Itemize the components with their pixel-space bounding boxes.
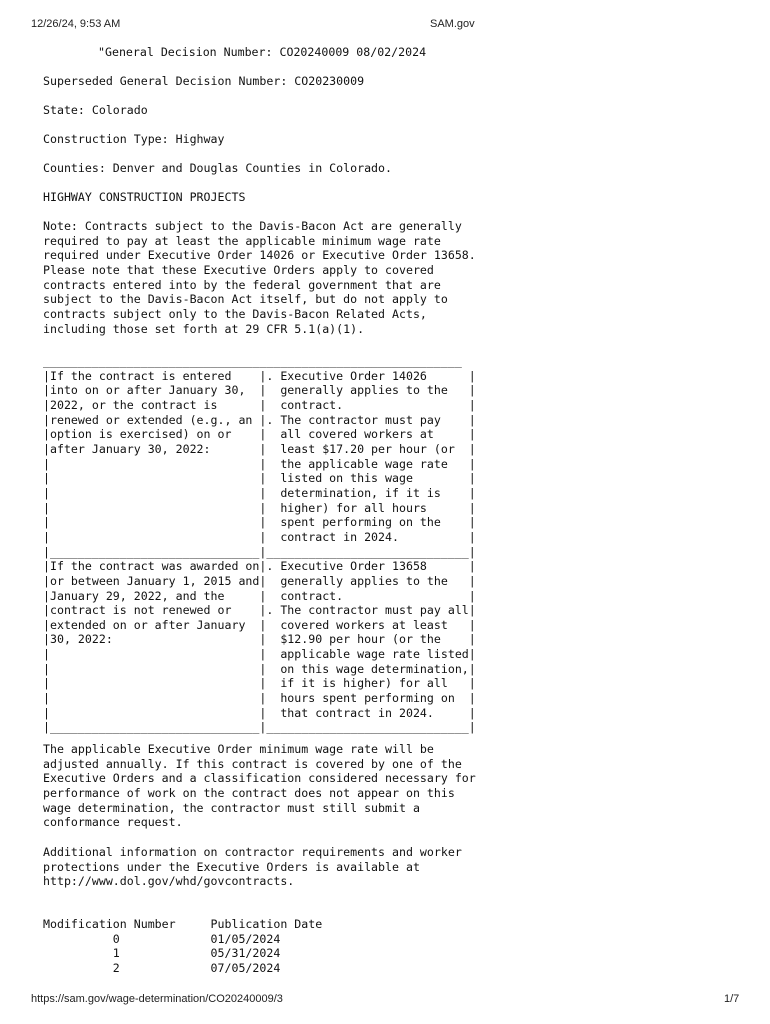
counties-line: Counties: Denver and Douglas Counties in Colorado. [43, 161, 393, 175]
print-url: https://sam.gov/wage-determination/CO20240009/3 [31, 993, 283, 1005]
executive-order-note: Note: Contracts subject to the Davis-Bacon Act are generally required to pay at least the applicable minimum wage rate required under Executive Order 14026 or Executive Order 13658. Please note that these Executive Orders apply to covered contracts entered into by the federal government that are subject to the Davis-Bacon Act itself, but do not apply to contracts subject only to the Davis-Bacon Related Acts, including those set forth at 29 CFR 5.1(a)(1). [43, 219, 476, 336]
project-type-heading: HIGHWAY CONSTRUCTION PROJECTS [43, 190, 246, 204]
executive-order-table [43, 354, 476, 735]
print-site-title: SAM.gov [430, 18, 475, 30]
construction-type-line: Construction Type: Highway [43, 132, 225, 146]
superseded-decision-number: Superseded General Decision Number: CO20230009 [43, 74, 365, 88]
additional-info-paragraph: Additional information on contractor requirements and worker protections under the Executive Orders is available at http://www.dol.gov/whd/govcontracts. [43, 845, 462, 889]
state-line: State: Colorado [43, 103, 148, 117]
executive-order-table-text: ____________________________________________________________ |If the contract is entered |. Executive Order 14026 | |into on or after January 30, | generally applies to the | |2022, or the contract is | contract. | |renewed or extended (e.g., an |. The contractor must pay | |option is exercised) on or | all covered workers at | |after January 30, 2022: | least $17.20 per hour (or | | | the applicable wage rate | | | listed on this wage | | | determination, if it is | | | higher) for all hours | | | spent performing on the | | | contract in 2024. | |______________________________|_____________________________| |If the contract was awarded on|. Executive Order 13658 | |or between January 1, 2015 and| generally applies to the | |January 29, 2022, and the | contract. | |contract is not renewed or |. The contractor must pay all| |extended on or after January | covered workers at least | |30, 2022: | $12.90 per hour (or the | | | applicable wage rate listed| | | on this wage determination,| | | if it is higher) for all | | | hours spent performing on | | | that contract in 2024. | |______________________________|_____________________________| [43, 354, 476, 735]
annual-adjustment-paragraph: The applicable Executive Order minimum wage rate will be adjusted annually. If this contract is covered by one of the Executive Orders and a classification considered necessary for performance of work on the contract does not appear on this wage determination, the contractor must still submit a conformance request. [43, 742, 476, 830]
general-decision-number: "General Decision Number: CO20240009 08/02/2024 [98, 45, 427, 59]
modification-table: Modification Number Publication Date 0 01/05/2024 1 05/31/2024 2 07/05/2024 [43, 917, 323, 975]
print-timestamp: 12/26/24, 9:53 AM [31, 18, 121, 30]
print-page-number: 1/7 [724, 993, 740, 1005]
